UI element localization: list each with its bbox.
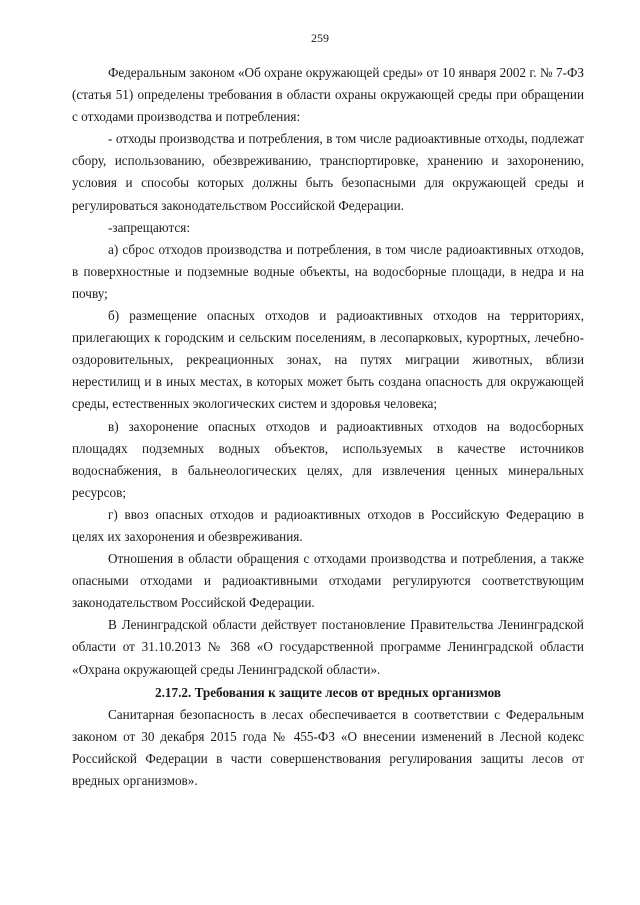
paragraph: В Ленинградской области действует постановление Правительства Ленинградской области от 31.10.2013 № 368 «О государственной программе Ленинградской области «Охрана окружающей среды Ленинградской области».: [72, 617, 584, 677]
paragraph: г) ввоз опасных отходов и радиоактивных отходов в Российскую Федерацию в целях их захоронения и обезвреживания.: [72, 506, 584, 544]
paragraph: а) сброс отходов производства и потребления, в том числе радиоактивных отходов, в поверхностные и подземные водные объекты, на водосборные площади, в недра и на почву;: [72, 241, 584, 301]
paragraph: Санитарная безопасность в лесах обеспечивается в соответствии с Федеральным законом от 30 декабря 2015 года № 455-ФЗ «О внесении изменений в Лесной кодекс Российской Федерации в части совершенствования регулирования защиты лесов от вредных организмов».: [72, 706, 584, 788]
paragraph: в) захоронение опасных отходов и радиоактивных отходов на водосборных площадях подземных водных объектов, используемых в качестве источников водоснабжения, в бальнеологических целях, для извлечения ценных минеральных ресурсов;: [72, 418, 584, 500]
paragraph: Отношения в области обращения с отходами производства и потребления, а также опасными отходами и радиоактивными отходами регулируются соответствующим законодательством Российской Федерации.: [72, 551, 584, 611]
paragraph: Федеральным законом «Об охране окружающей среды» от 10 января 2002 г. № 7-ФЗ (статья 51) определены требования в области охраны окружающей среды при обращении с отходами производства и потребления:: [72, 65, 584, 125]
document-body: [72, 62, 584, 792]
section-heading: 2.17.2. Требования к защите лесов от вредных организмов: [155, 684, 501, 700]
paragraph: б) размещение опасных отходов и радиоактивных отходов на территориях, прилегающих к городским и сельским поселениям, в лесопарковых, курортных, лечебно-оздоровительных, рекреационных зонах, на путях миграции животных, вблизи нерестилищ и в иных местах, в которых может быть создана опасность для окружающей среды, естественных экологических систем и здоровья человека;: [72, 308, 584, 412]
paragraph: - отходы производства и потребления, в том числе радиоактивные отходы, подлежат сбору, использованию, обезвреживанию, транспортировке, хранению и захоронению, условия и способы которых должны быть безопасными для окружающей среды и регулироваться законодательством Российской Федерации.: [72, 131, 584, 213]
page-number: 259: [311, 31, 329, 45]
paragraph: -запрещаются:: [108, 219, 190, 235]
